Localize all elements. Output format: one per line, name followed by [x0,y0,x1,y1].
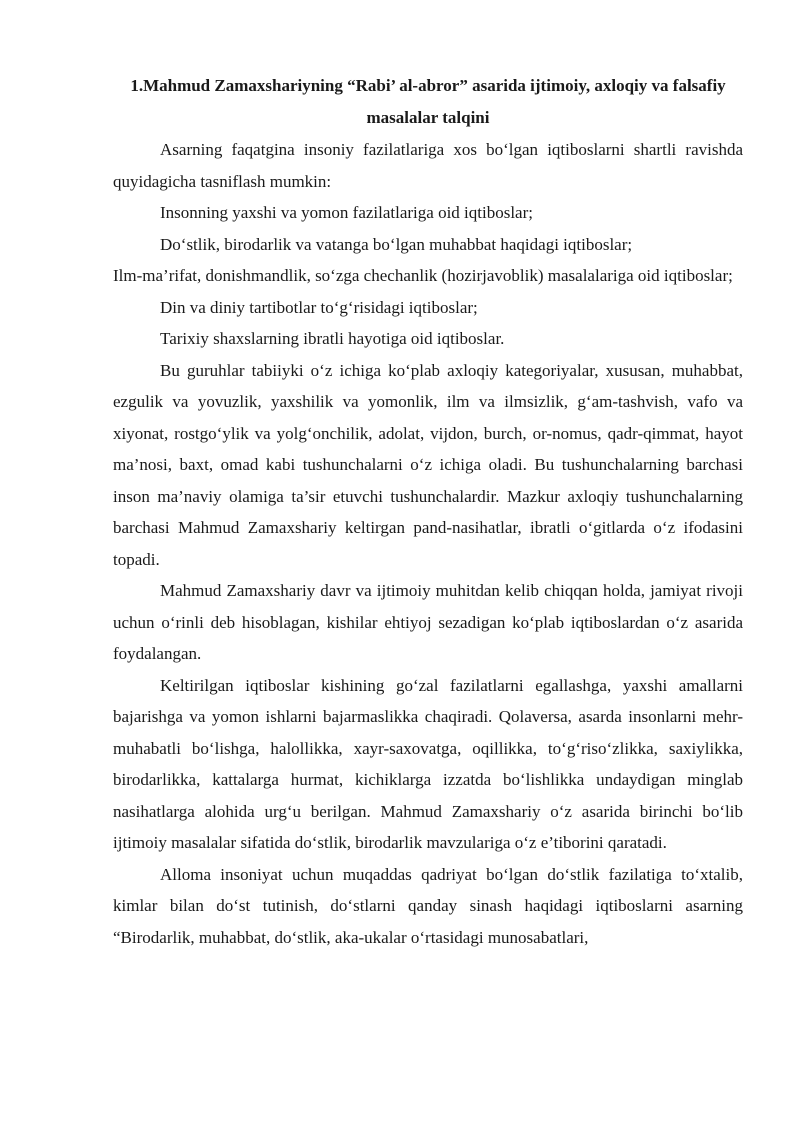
paragraph-2: Insonning yaxshi va yomon fazilatlariga oid iqtiboslar; [160,203,533,222]
document-title: 1.Mahmud Zamaxshariyning “Rabi’ al-abror” asarida ijtimoiy, axloqiy va falsafiy masalalar talqini [130,76,726,127]
paragraph-10: Alloma insoniyat uchun muqaddas qadriyat bo‘lgan do‘stlik fazilatiga to‘xtalib, kimlar bilan do‘st tutinish, do‘stlarni qanday sinash haqidagi iqtiboslarni asarning “Birodarlik, muhabbat, do‘stlik, aka-ukalar o‘rtasidagi munosabatlari, [113,864,743,947]
paragraph-9: Keltirilgan iqtiboslar kishining go‘zal fazilatlarni egallashga, yaxshi amallarni bajarishga va yomon ishlarni bajarmaslikka chaqiradi. Qolaversa, asarda insonlarni mehr-muhabatli bo‘lishga, halollikka, xayr-saxovatga, oqillikka, to‘g‘riso‘zlikka, saxiylikka, birodarlikka, kattalarga hurmat, kichiklarga izzatda bo‘lishlikka undaydigan minglab nasihatlarga alohida urg‘u berilgan. Mahmud Zamaxshariy o‘z asarida birinchi bo‘lib ijtimoiy masalalar sifatida do‘stlik, birodarlik mavzulariga o‘z e’tiborini qaratadi. [113,675,743,852]
paragraph-1: Asarning faqatgina insoniy fazilatlariga xos bo‘lgan iqtiboslarni shartli ravishda quyidagicha tasniflash mumkin: [113,140,743,191]
paragraph-6: Tarixiy shaxslarning ibratli hayotiga oid iqtiboslar. [160,329,505,348]
paragraph-5: Din va diniy tartibotlar to‘g‘risidagi iqtiboslar; [160,297,478,317]
paragraph-3: Do‘stlik, birodarlik va vatanga bo‘lgan muhabbat haqidagi iqtiboslar; [160,234,633,254]
paragraph-4: Ilm-ma’rifat, donishmandlik, so‘zga chechanlik (hozirjavoblik) masalalariga oid iqtiboslar; [113,266,733,285]
document-page [113,70,743,953]
paragraph-7: Bu guruhlar tabiiyki o‘z ichiga ko‘plab axloqiy kategoriyalar, xususan, muhabbat, ezgulik va yovuzlik, yaxshilik va yomonlik, ilm va ilmsizlik, g‘am-tashvish, vafo va xiyonat, rostgo‘ylik va yolg‘onchilik, adolat, vijdon, burch, or-nomus, qadr-qimmat, hayot ma’nosi, baxt, omad kabi tushunchalarni o‘z ichiga oladi. Bu tushunchalarning barchasi inson ma’naviy olamiga ta’sir etuvchi tushunchalardir. Mazkur axloqiy tushunchalarning barchasi Mahmud Zamaxshariy keltirgan pand-nasihatlar, ibratli o‘gitlarda o‘z ifodasini topadi. [113,360,743,569]
paragraph-8: Mahmud Zamaxshariy davr va ijtimoiy muhitdan kelib chiqqan holda, jamiyat rivoji uchun o‘rinli deb hisoblagan, kishilar ehtiyoj sezadigan ko‘plab iqtiboslardan o‘z asarida foydalangan. [113,581,743,663]
